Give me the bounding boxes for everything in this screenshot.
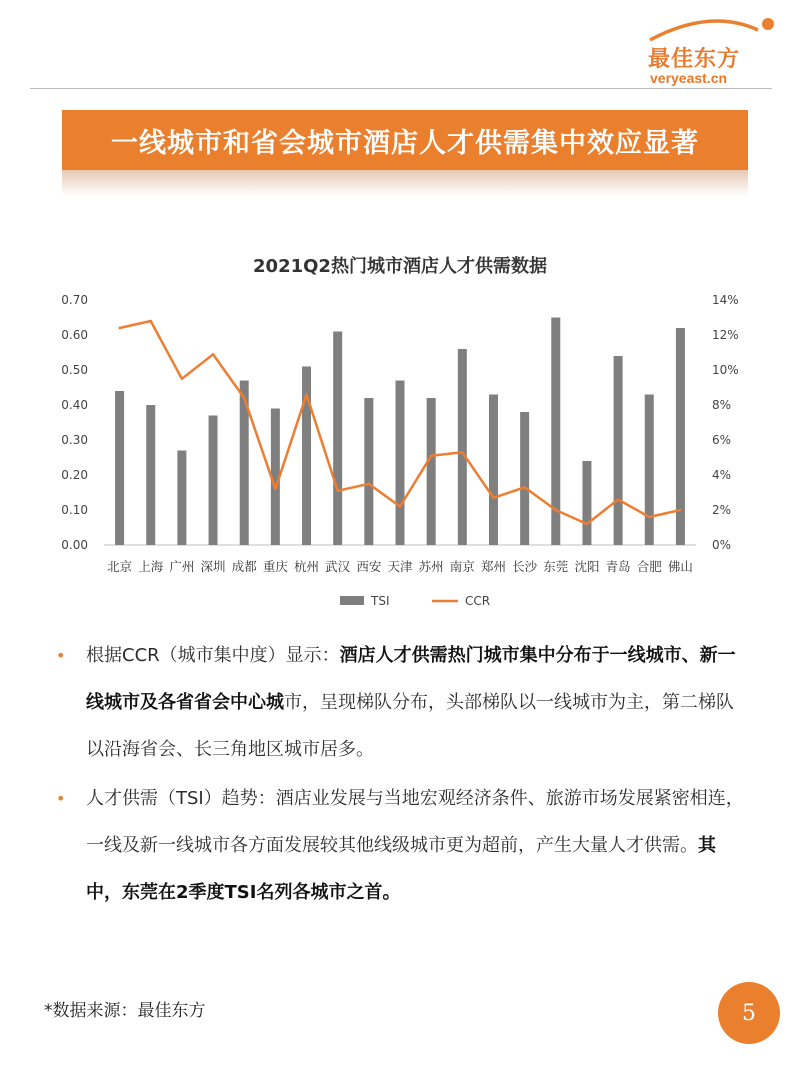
ccr-point-合肥 bbox=[648, 516, 650, 518]
x-tick-label: 西安 bbox=[356, 559, 382, 574]
legend-tsi-label: TSI bbox=[371, 594, 390, 608]
y-right-tick-label: 2% bbox=[712, 503, 732, 517]
logo-swoosh-icon bbox=[640, 14, 780, 44]
page-title: 一线城市和省会城市酒店人才供需集中效应显著 bbox=[62, 110, 748, 170]
y-left-tick-label: 0.40 bbox=[61, 398, 88, 412]
legend-ccr-label: CCR bbox=[465, 594, 491, 608]
y-right-tick-label: 4% bbox=[712, 468, 732, 482]
tsi-bar-沈阳 bbox=[582, 461, 591, 545]
x-tick-label: 郑州 bbox=[480, 559, 506, 574]
bullet-1-bold: 酒店人才供需热门城市集中分布于一线城市、新一线城市及各省省会中心城 bbox=[86, 645, 736, 713]
x-tick-label: 杭州 bbox=[294, 559, 320, 574]
ccr-point-北京 bbox=[118, 327, 120, 329]
tsi-bar-上海 bbox=[146, 405, 155, 545]
x-tick-label: 重庆 bbox=[262, 559, 288, 574]
x-tick-label: 合肥 bbox=[636, 559, 662, 574]
tsi-bar-苏州 bbox=[427, 398, 436, 545]
tsi-ccr-chart bbox=[40, 240, 760, 620]
y-left-tick-label: 0.20 bbox=[61, 468, 88, 482]
tsi-bar-长沙 bbox=[520, 412, 529, 545]
x-tick-label: 沈阳 bbox=[574, 559, 600, 574]
ccr-point-成都 bbox=[243, 397, 245, 399]
ccr-point-郑州 bbox=[492, 497, 494, 499]
tsi-bar-天津 bbox=[396, 381, 405, 546]
tsi-bar-佛山 bbox=[676, 328, 685, 545]
bullet-2-text-a: 人才供需（TSI）趋势：酒店业发展与当地宏观经济条件、旅游市场发展紧密相连，一线及新一线城市各方面发展较其他线级城市更为超前，产生大量人才供需。 bbox=[86, 788, 744, 856]
ccr-point-西安 bbox=[368, 483, 370, 485]
x-tick-label: 上海 bbox=[138, 559, 164, 574]
tsi-bar-深圳 bbox=[209, 416, 218, 546]
bullet-dot-icon: • bbox=[56, 646, 66, 665]
bullet-item-tsi bbox=[56, 775, 746, 916]
legend-tsi-swatch bbox=[340, 596, 364, 605]
y-right-tick-label: 0% bbox=[712, 538, 732, 552]
ccr-point-深圳 bbox=[212, 353, 214, 355]
x-tick-label: 佛山 bbox=[667, 559, 693, 574]
bullet-2-bold: 其中，东莞在2季度TSI名列各城市之首。 bbox=[86, 835, 716, 903]
ccr-point-长沙 bbox=[523, 486, 525, 488]
tsi-bar-广州 bbox=[177, 451, 186, 546]
bullet-1-text-a: 根据CCR（城市集中度）显示： bbox=[86, 645, 340, 666]
x-tick-label: 天津 bbox=[387, 559, 413, 574]
ccr-point-南京 bbox=[461, 451, 463, 453]
y-right-tick-label: 10% bbox=[712, 363, 739, 377]
y-right-tick-label: 12% bbox=[712, 328, 739, 342]
y-left-tick-label: 0.70 bbox=[61, 293, 88, 307]
y-left-tick-label: 0.10 bbox=[61, 503, 88, 517]
x-tick-label: 成都 bbox=[231, 559, 257, 574]
ccr-point-沈阳 bbox=[586, 523, 588, 525]
logo-title: 最佳东方 bbox=[648, 47, 741, 72]
tsi-bar-郑州 bbox=[489, 395, 498, 546]
chart-title: 2021Q2热门城市酒店人才供需数据 bbox=[253, 256, 547, 277]
tsi-bar-西安 bbox=[364, 398, 373, 545]
y-left-tick-label: 0.00 bbox=[61, 538, 88, 552]
y-left-tick-label: 0.50 bbox=[61, 363, 88, 377]
logo-url: veryeast.cn bbox=[650, 70, 728, 86]
data-source: *数据来源：最佳东方 bbox=[44, 1001, 206, 1021]
x-tick-label: 北京 bbox=[107, 559, 133, 574]
bullet-1-text-b: 市，呈现梯队分布，头部梯队以一线城市为主，第二梯队以沿海省会、长三角地区城市居多。 bbox=[86, 692, 734, 760]
bullet-dot-icon: • bbox=[56, 789, 66, 808]
ccr-point-佛山 bbox=[679, 509, 681, 511]
tsi-bar-青岛 bbox=[614, 356, 623, 545]
ccr-point-苏州 bbox=[430, 455, 432, 457]
y-left-tick-label: 0.30 bbox=[61, 433, 88, 447]
bullet-list bbox=[56, 632, 746, 916]
ccr-point-青岛 bbox=[617, 498, 619, 500]
ccr-point-东莞 bbox=[555, 509, 557, 511]
y-left-tick-label: 0.60 bbox=[61, 328, 88, 342]
x-tick-label: 广州 bbox=[169, 559, 195, 574]
page-number: 5 bbox=[718, 982, 780, 1044]
x-tick-label: 南京 bbox=[449, 559, 475, 574]
y-right-tick-label: 14% bbox=[712, 293, 739, 307]
ccr-point-天津 bbox=[399, 505, 401, 507]
ccr-point-重庆 bbox=[274, 488, 276, 490]
bullet-item-ccr bbox=[56, 632, 746, 773]
header-divider bbox=[30, 88, 772, 89]
tsi-bar-北京 bbox=[115, 391, 124, 545]
tsi-bar-南京 bbox=[458, 349, 467, 545]
tsi-bar-合肥 bbox=[645, 395, 654, 546]
x-tick-label: 青岛 bbox=[605, 559, 631, 574]
x-tick-label: 深圳 bbox=[200, 559, 226, 574]
logo bbox=[640, 14, 780, 84]
banner-shadow bbox=[62, 170, 748, 196]
x-tick-label: 长沙 bbox=[512, 559, 538, 574]
x-tick-label: 东莞 bbox=[543, 559, 569, 574]
ccr-point-广州 bbox=[181, 378, 183, 380]
ccr-point-杭州 bbox=[305, 393, 307, 395]
x-tick-label: 武汉 bbox=[325, 559, 351, 574]
ccr-point-武汉 bbox=[336, 490, 338, 492]
x-tick-label: 苏州 bbox=[418, 559, 444, 574]
y-right-tick-label: 6% bbox=[712, 433, 732, 447]
ccr-point-上海 bbox=[150, 320, 152, 322]
tsi-bar-武汉 bbox=[333, 332, 342, 546]
y-right-tick-label: 8% bbox=[712, 398, 732, 412]
